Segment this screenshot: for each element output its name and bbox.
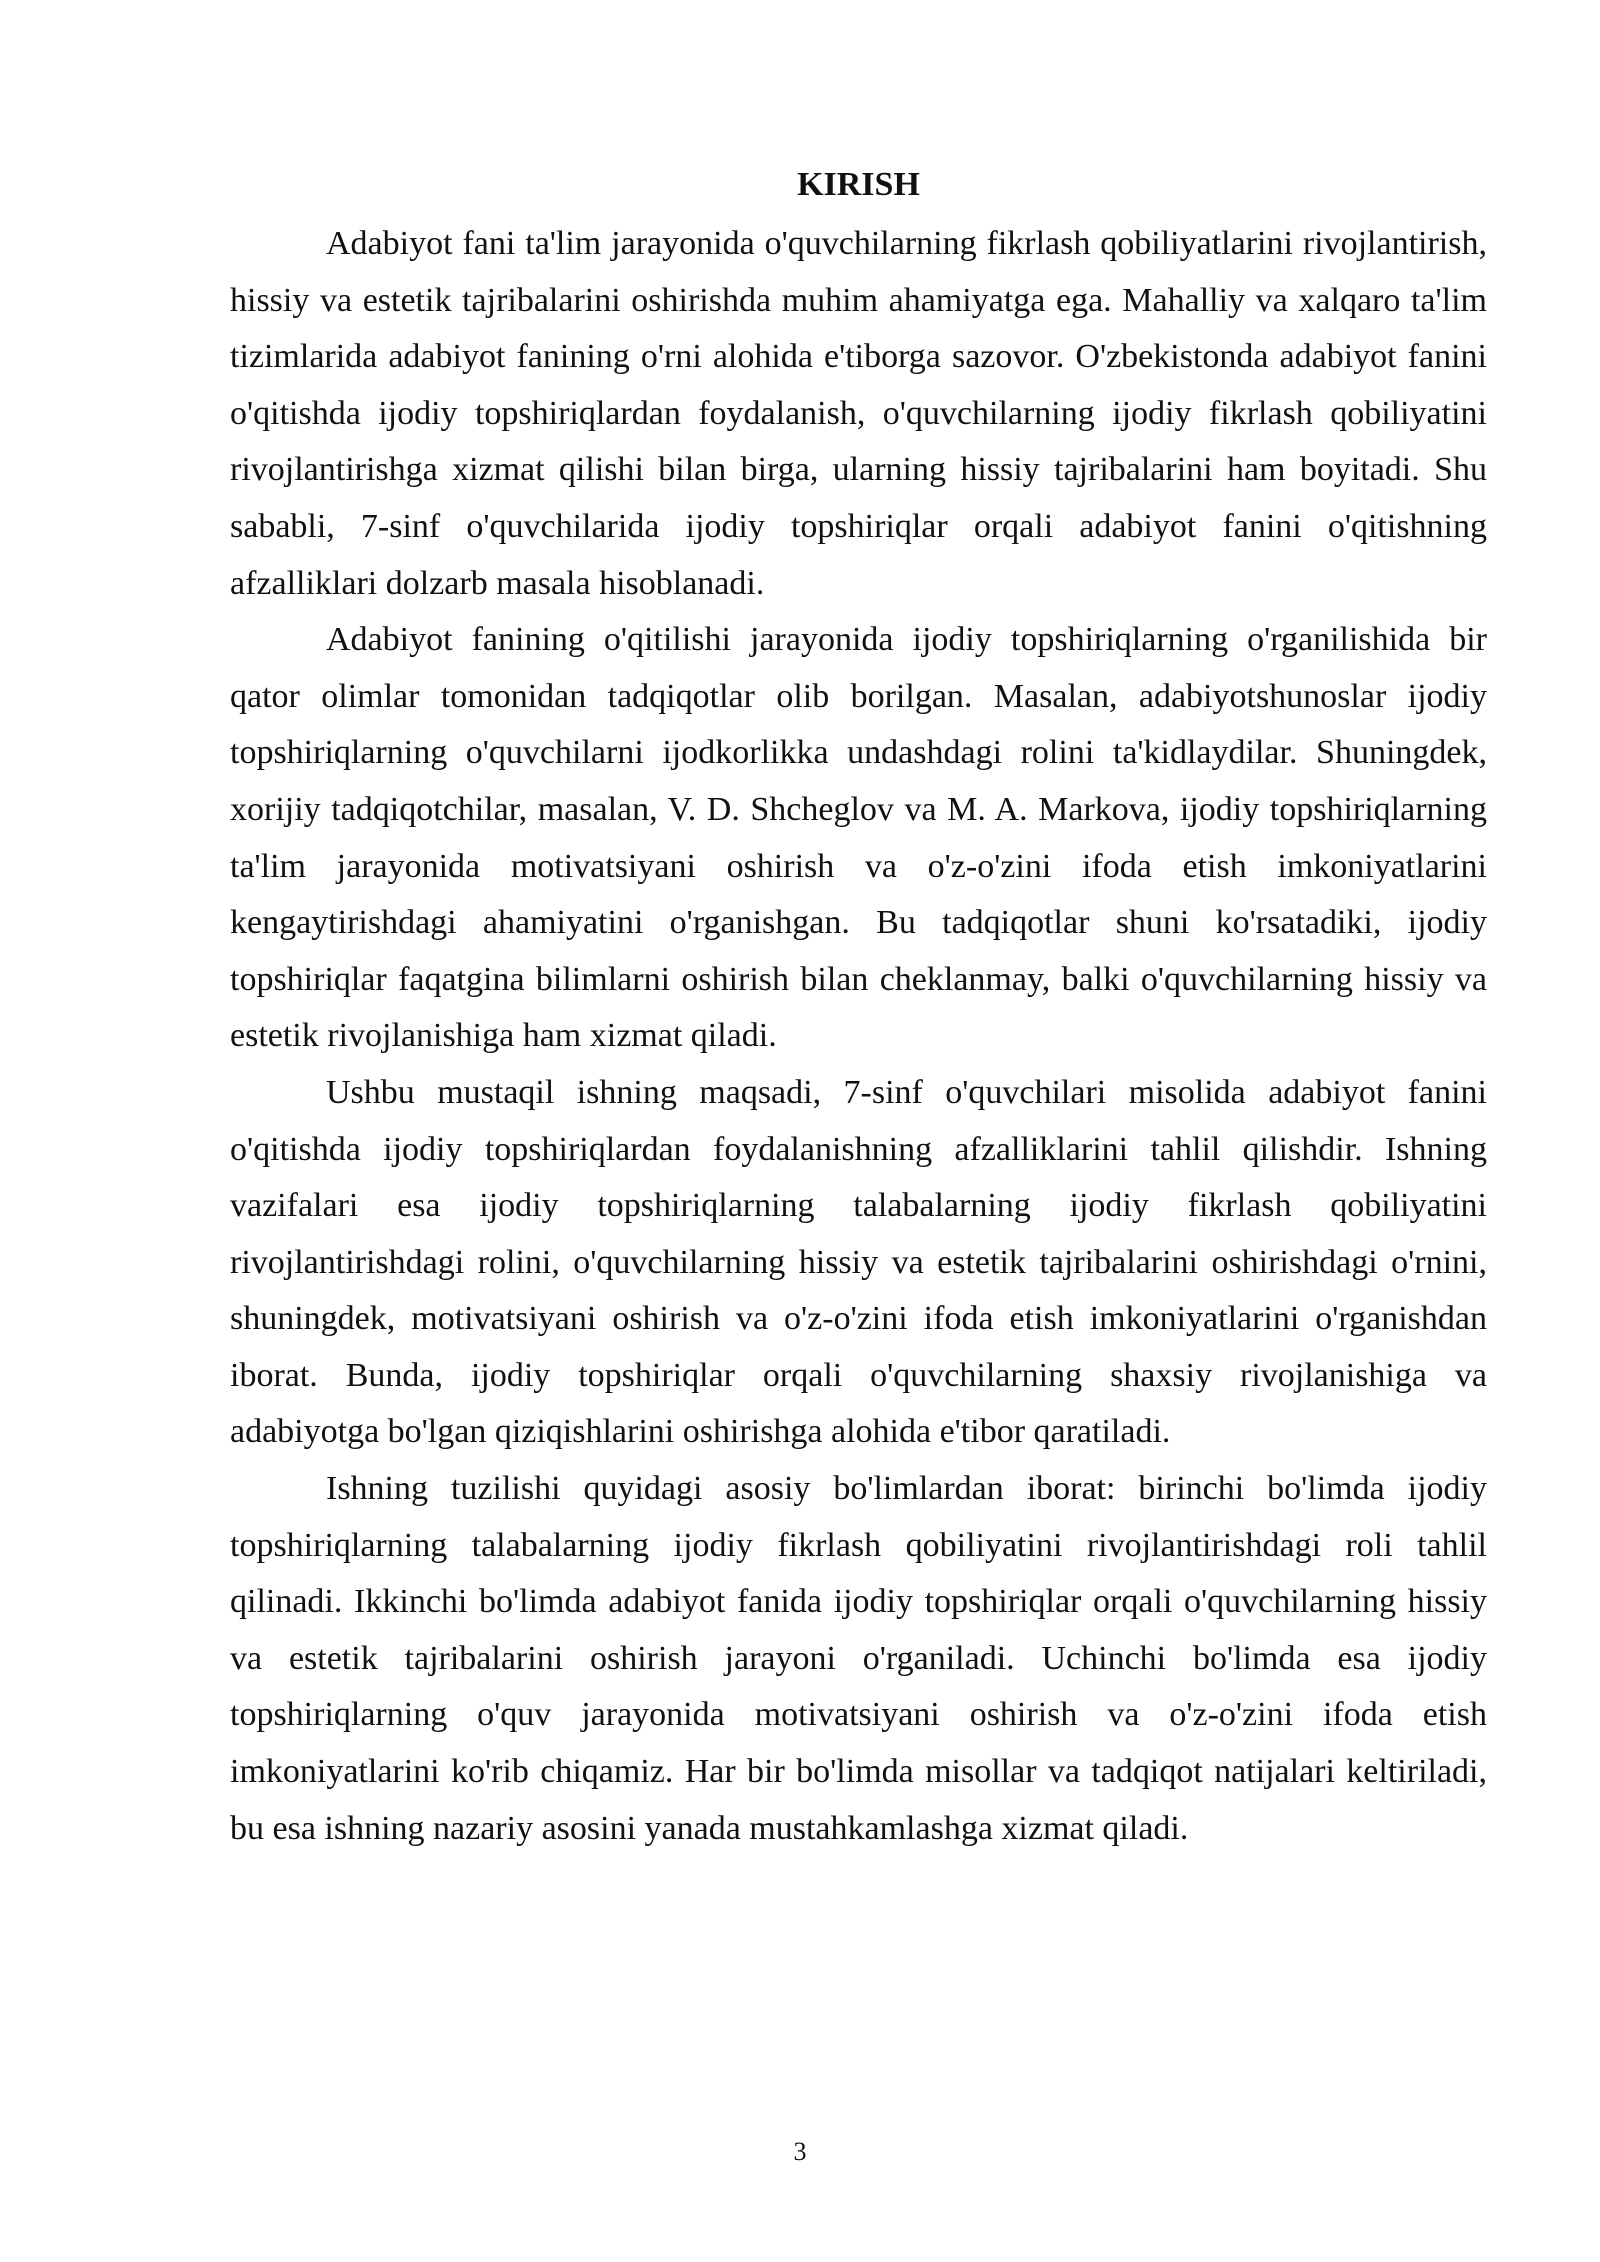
page-number: 3 — [793, 2137, 807, 2166]
paragraph-3: Ushbu mustaqil ishning maqsadi, 7-sinf o'quvchilari misolida adabiyot fanini o'qitishda ijodiy topshiriqlardan foydalanishning afzalliklarini tahlil qilishdir. Ishning vazifalari esa ijodiy topshiriqlarning talabalarning ijodiy fikrlash qobiliyatini rivojlantirishdagi rolini, o'quvchilarning hissiy va estetik tajribalarini oshirishdagi o'rnini, shuningdek, motivatsiyani oshirish va o'z-o'zini ifoda etish imkoniyatlarini o'rganishdan iborat. Bunda, ijodiy topshiriqlar orqali o'quvchilarning shaxsiy rivojlanishiga va adabiyotga bo'lgan qiziqishlarini oshirishga alohida e'tibor qaratiladi. — [230, 1073, 1487, 1451]
section-title: KIRISH — [797, 166, 920, 203]
page-content — [230, 162, 1487, 1857]
paragraph-1: Adabiyot fani ta'lim jarayonida o'quvchilarning fikrlash qobiliyatlarini rivojlantirish, hissiy va estetik tajribalarini oshirishda muhim ahamiyatga ega. Mahalliy va xalqaro ta'lim tizimlarida adabiyot fanining o'rni alohida e'tiborga sazovor. O'zbekistonda adabiyot fanini o'qitishda ijodiy topshiriqlardan foydalanish, o'quvchilarning ijodiy fikrlash qobiliyatini rivojlantirishga xizmat qilishi bilan birga, ularning hissiy tajribalarini ham boyitadi. Shu sababli, 7-sinf o'quvchilarida ijodiy topshiriqlar orqali adabiyot fanini o'qitishning afzalliklari dolzarb masala hisoblanadi. — [230, 225, 1487, 602]
paragraph-2: Adabiyot fanining o'qitilishi jarayonida ijodiy topshiriqlarning o'rganilishida bir qator olimlar tomonidan tadqiqotlar olib borilgan. Masalan, adabiyotshunoslar ijodiy topshiriqlarning o'quvchilarni ijodkorlikka undashdagi rolini ta'kidlaydilar. Shuningdek, xorijiy tadqiqotchilar, masalan, V. D. Shcheglov va M. A. Markova, ijodiy topshiriqlarning ta'lim jarayonida motivatsiyani oshirish va o'z-o'zini ifoda etish imkoniyatlarini kengaytirishdagi ahamiyatini o'rganishgan. Bu tadqiqotlar shuni ko'rsatadiki, ijodiy topshiriqlar faqatgina bilimlarni oshirish bilan cheklanmay, balki o'quvchilarning hissiy va estetik rivojlanishiga ham xizmat qiladi. — [230, 621, 1487, 1055]
paragraph-4: Ishning tuzilishi quyidagi asosiy bo'limlardan iborat: birinchi bo'limda ijodiy topshiriqlarning talabalarning ijodiy fikrlash qobiliyatini rivojlantirishdagi roli tahlil qilinadi. Ikkinchi bo'limda adabiyot fanida ijodiy topshiriqlar orqali o'quvchilarning hissiy va estetik tajribalarini oshirish jarayoni o'rganiladi. Uchinchi bo'limda esa ijodiy topshiriqlarning o'quv jarayonida motivatsiyani oshirish va o'z-o'zini ifoda etish imkoniyatlarini ko'rib chiqamiz. Har bir bo'limda misollar va tadqiqot natijalari keltiriladi, bu esa ishning nazariy asosini yanada mustahkamlashga xizmat qiladi. — [230, 1470, 1487, 1847]
